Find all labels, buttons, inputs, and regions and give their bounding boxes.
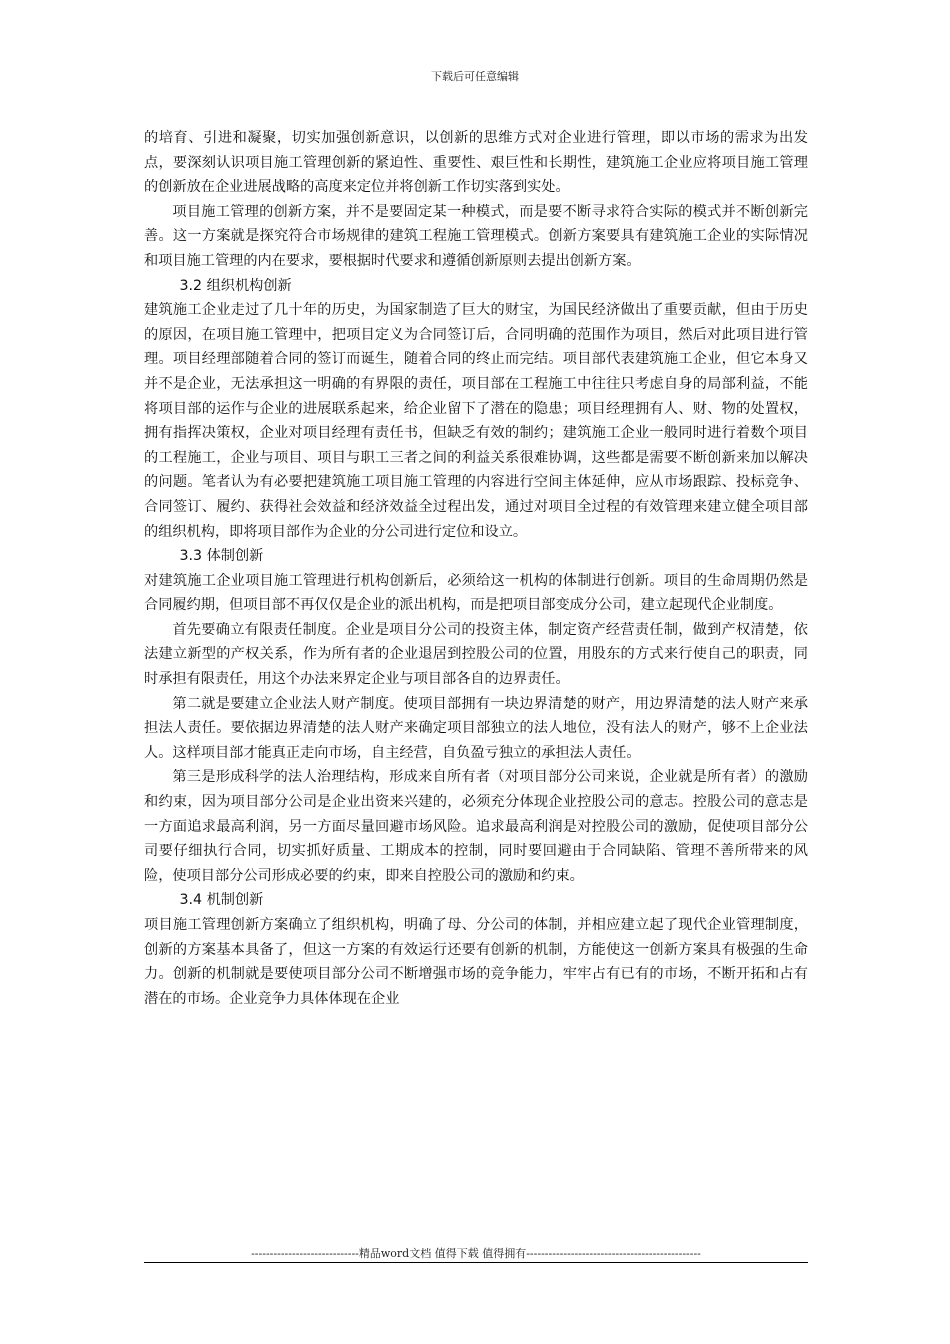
section-heading: 3.4 机制创新 [179,892,264,909]
body-paragraph: 项目施工管理创新方案确立了组织机构，明确了母、分公司的体制，并相应建立起了现代企业管理制度，创新的方案基本具备了，但这一方案的有效运行还要有创新的机制，方能使这一创新方案具有极强的生命力。创新的机制就是要使项目部分公司不断增强市场的竞争能力，牢牢占有已有的市场，不断开拓和占有潜在的市场。企业竞争力具体体现在企业 [144,917,808,1007]
page-footer: -----------------------------精品word文档 值得下载 值得拥有----------------------------------------------- [251,1247,701,1260]
body-paragraph: 第二就是要建立企业法人财产制度。使项目部拥有一块边界清楚的财产，用边界清楚的法人财产来承担法人责任。要依据边界清楚的法人财产来确定项目部独立的法人地位，没有法人的财产，够不上企业法人。这样项目部才能真正走向市场，自主经营，自负盈亏独立的承担法人责任。 [144,695,808,761]
footer-rule [144,1262,808,1263]
body-paragraph: 第三是形成科学的法人治理结构，形成来自所有者（对项目部分公司来说，企业就是所有者）的激励和约束，因为项目部分公司是企业出资来兴建的，必须充分体现企业控股公司的意志。控股公司的意志是一方面追求最高利润，另一方面尽量回避市场风险。追求最高利润是对控股公司的激励，促使项目部分公司要仔细执行合同，切实抓好质量、工期成本的控制，同时要回避由于合同缺陷、管理不善所带来的风险，使项目部分公司形成必要的约束，即来自控股公司的激励和约束。 [144,769,808,884]
body-paragraph: 建筑施工企业走过了几十年的历史，为国家制造了巨大的财宝，为国民经济做出了重要贡献，但由于历史的原因，在项目施工管理中，把项目定义为合同签订后，合同明确的范围作为项目，然后对此项目进行管理。项目经理部随着合同的签订而诞生，随着合同的终止而完结。项目部代表建筑施工企业，但它本身又并不是企业，无法承担这一明确的有界限的责任，项目部在工程施工中往往只考虑自身的局部利益，不能将项目部的运作与企业的进展联系起来，给企业留下了潜在的隐患；项目经理拥有人、财、物的处置权，拥有指挥决策权，企业对项目经理有责任书，但缺乏有效的制约；建筑施工企业一般同时进行着数个项目的工程施工，企业与项目、项目与职工三者之间的利益关系很难协调，这些都是需要不断创新来加以解决的问题。笔者认为有必要把建筑施工项目施工管理的内容进行空间主体延伸，应从市场跟踪、投标竞争、合同签订、履约、获得社会效益和经济效益全过程出发，通过对项目全过程的有效管理来建立健全项目部的组织机构，即将项目部作为企业的分公司进行定位和设立。 [144,302,808,540]
body-paragraph: 的培育、引进和凝聚，切实加强创新意识，以创新的思维方式对企业进行管理，即以市场的需求为出发点，要深刻认识项目施工管理创新的紧迫性、重要性、艰巨性和长期性，建筑施工企业应将项目施工管理的创新放在企业进展战略的高度来定位并将创新工作切实落到实处。 [144,130,808,196]
page-header: 下载后可任意编辑 [431,70,519,83]
section-heading: 3.2 组织机构创新 [179,277,292,294]
body-paragraph: 对建筑施工企业项目施工管理进行机构创新后，必须给这一机构的体制进行创新。项目的生命周期仍然是合同履约期，但项目部不再仅仅是企业的派出机构，而是把项目部变成分公司，建立起现代企业制度。 [144,572,808,614]
body-paragraph: 项目施工管理的创新方案，并不是要固定某一种模式，而是要不断寻求符合实际的模式并不断创新完善。这一方案就是探究符合市场规律的建筑工程施工管理模式。创新方案要具有建筑施工企业的实际情况和项目施工管理的内在要求，要根据时代要求和遵循创新原则去提出创新方案。 [144,203,808,269]
section-heading: 3.3 体制创新 [179,548,264,565]
body-paragraph: 首先要确立有限责任制度。企业是项目分公司的投资主体，制定资产经营责任制，做到产权清楚，依法建立新型的产权关系，作为所有者的企业退居到控股公司的位置，用股东的方式来行使自己的职责，同时承担有限责任，用这个办法来界定企业与项目部各自的边界责任。 [144,621,808,688]
document-body [144,126,808,1011]
